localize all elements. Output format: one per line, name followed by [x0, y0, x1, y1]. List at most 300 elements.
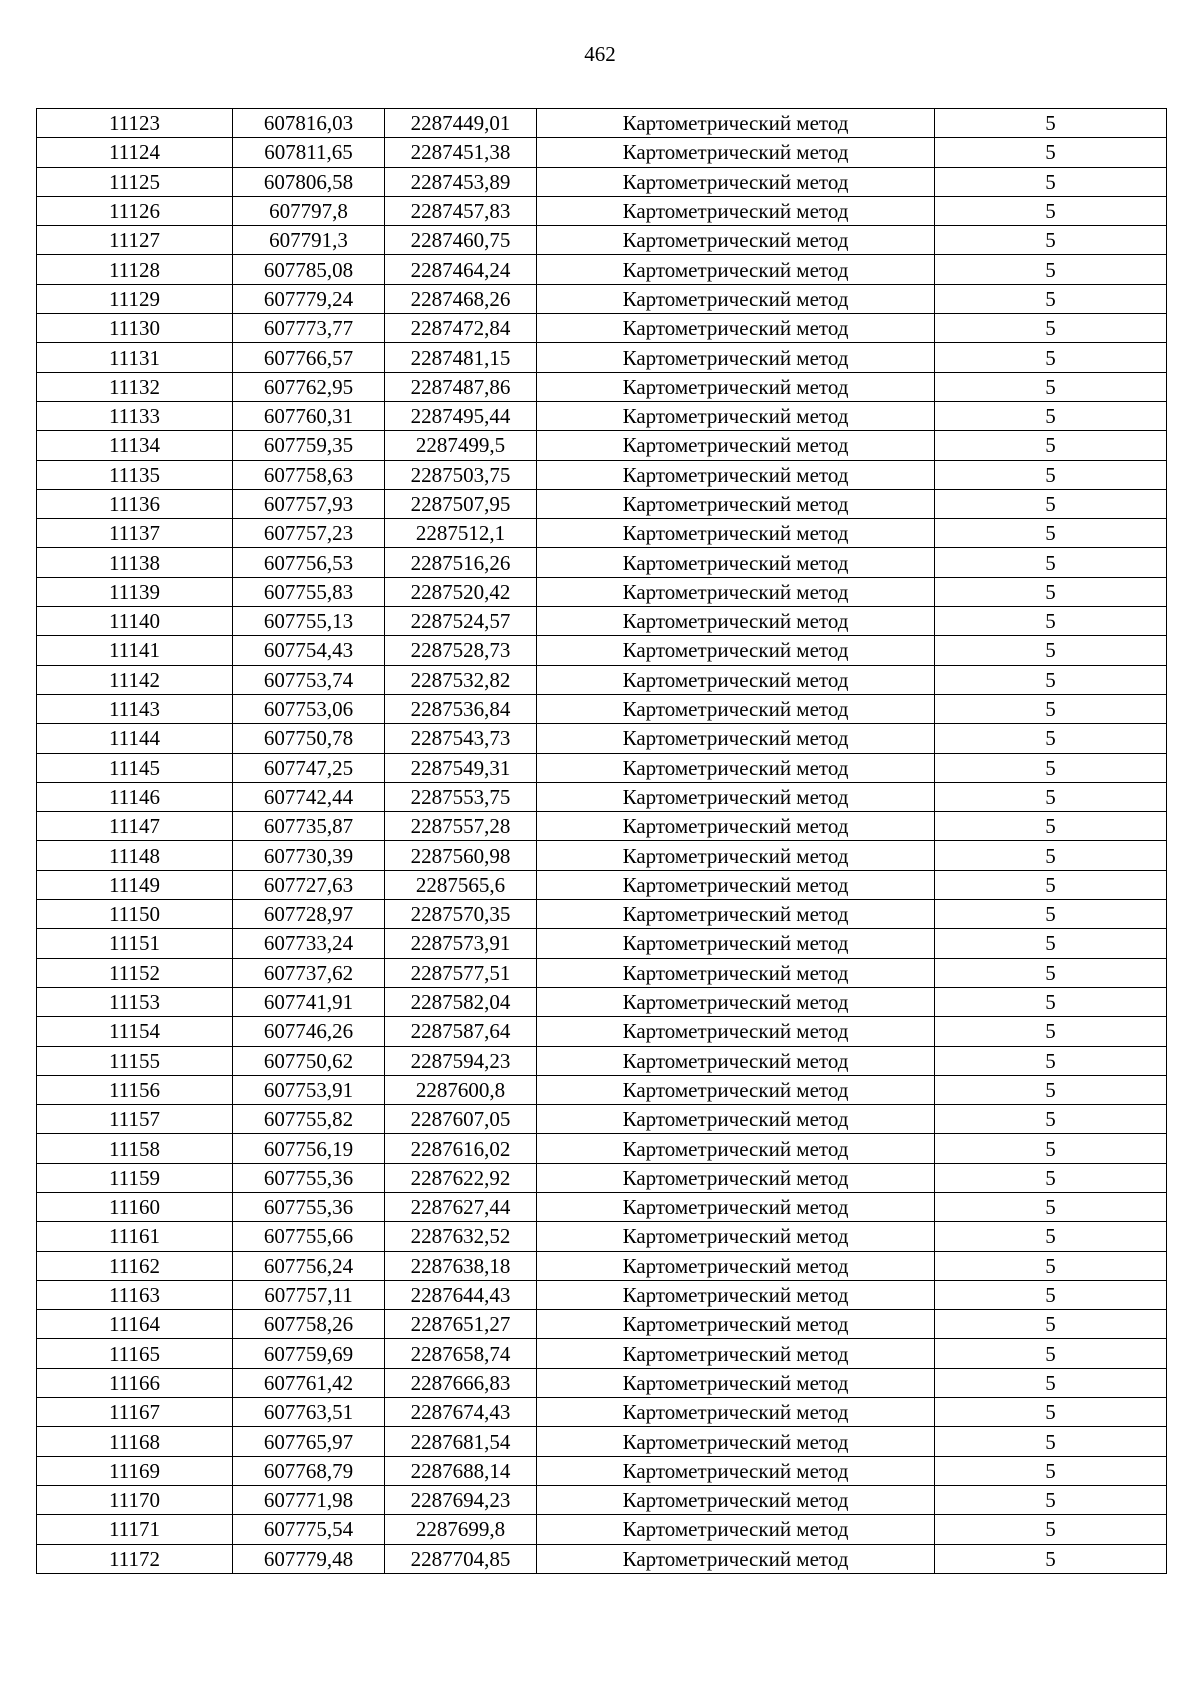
x-coordinate-cell: 607728,97 [233, 900, 385, 929]
table-row [37, 607, 1167, 636]
accuracy-cell: 5 [935, 1398, 1167, 1427]
point-number-cell: 11155 [37, 1046, 233, 1075]
method-cell: Картометрический метод [537, 1251, 935, 1280]
y-coordinate-cell: 2287688,14 [385, 1456, 537, 1485]
method-cell: Картометрический метод [537, 577, 935, 606]
method-cell: Картометрический метод [537, 255, 935, 284]
y-coordinate-cell: 2287699,8 [385, 1515, 537, 1544]
point-number-cell: 11149 [37, 870, 233, 899]
accuracy-cell: 5 [935, 987, 1167, 1016]
x-coordinate-cell: 607753,74 [233, 665, 385, 694]
y-coordinate-cell: 2287503,75 [385, 460, 537, 489]
x-coordinate-cell: 607768,79 [233, 1456, 385, 1485]
y-coordinate-cell: 2287582,04 [385, 987, 537, 1016]
point-number-cell: 11171 [37, 1515, 233, 1544]
x-coordinate-cell: 607756,19 [233, 1134, 385, 1163]
method-cell: Картометрический метод [537, 1310, 935, 1339]
x-coordinate-cell: 607754,43 [233, 636, 385, 665]
table-row [37, 255, 1167, 284]
x-coordinate-cell: 607735,87 [233, 812, 385, 841]
accuracy-cell: 5 [935, 782, 1167, 811]
method-cell: Картометрический метод [537, 226, 935, 255]
y-coordinate-cell: 2287638,18 [385, 1251, 537, 1280]
method-cell: Картометрический метод [537, 1163, 935, 1192]
accuracy-cell: 5 [935, 607, 1167, 636]
point-number-cell: 11156 [37, 1075, 233, 1104]
y-coordinate-cell: 2287543,73 [385, 724, 537, 753]
table-row [37, 1310, 1167, 1339]
accuracy-cell: 5 [935, 401, 1167, 430]
y-coordinate-cell: 2287607,05 [385, 1105, 537, 1134]
method-cell: Картометрический метод [537, 1280, 935, 1309]
point-number-cell: 11161 [37, 1222, 233, 1251]
method-cell: Картометрический метод [537, 1017, 935, 1046]
method-cell: Картометрический метод [537, 958, 935, 987]
x-coordinate-cell: 607811,65 [233, 138, 385, 167]
x-coordinate-cell: 607816,03 [233, 109, 385, 138]
y-coordinate-cell: 2287651,27 [385, 1310, 537, 1339]
x-coordinate-cell: 607797,8 [233, 196, 385, 225]
point-number-cell: 11167 [37, 1398, 233, 1427]
y-coordinate-cell: 2287616,02 [385, 1134, 537, 1163]
method-cell: Картометрический метод [537, 138, 935, 167]
method-cell: Картометрический метод [537, 841, 935, 870]
table-row [37, 372, 1167, 401]
table-row [37, 1339, 1167, 1368]
accuracy-cell: 5 [935, 577, 1167, 606]
accuracy-cell: 5 [935, 1310, 1167, 1339]
table-row [37, 1075, 1167, 1104]
accuracy-cell: 5 [935, 694, 1167, 723]
y-coordinate-cell: 2287524,57 [385, 607, 537, 636]
table-row [37, 1251, 1167, 1280]
table-row [37, 1398, 1167, 1427]
accuracy-cell: 5 [935, 1017, 1167, 1046]
table-row [37, 841, 1167, 870]
accuracy-cell: 5 [935, 1339, 1167, 1368]
accuracy-cell: 5 [935, 900, 1167, 929]
y-coordinate-cell: 2287560,98 [385, 841, 537, 870]
x-coordinate-cell: 607733,24 [233, 929, 385, 958]
table-row [37, 196, 1167, 225]
method-cell: Картометрический метод [537, 196, 935, 225]
x-coordinate-cell: 607757,93 [233, 489, 385, 518]
method-cell: Картометрический метод [537, 489, 935, 518]
table-row [37, 314, 1167, 343]
table-row [37, 1368, 1167, 1397]
method-cell: Картометрический метод [537, 1192, 935, 1221]
table-row [37, 1456, 1167, 1485]
accuracy-cell: 5 [935, 196, 1167, 225]
point-number-cell: 11148 [37, 841, 233, 870]
table-row [37, 724, 1167, 753]
y-coordinate-cell: 2287453,89 [385, 167, 537, 196]
y-coordinate-cell: 2287495,44 [385, 401, 537, 430]
y-coordinate-cell: 2287666,83 [385, 1368, 537, 1397]
accuracy-cell: 5 [935, 812, 1167, 841]
method-cell: Картометрический метод [537, 1485, 935, 1514]
table-row [37, 109, 1167, 138]
accuracy-cell: 5 [935, 460, 1167, 489]
point-number-cell: 11123 [37, 109, 233, 138]
x-coordinate-cell: 607756,24 [233, 1251, 385, 1280]
x-coordinate-cell: 607755,36 [233, 1192, 385, 1221]
point-number-cell: 11153 [37, 987, 233, 1016]
x-coordinate-cell: 607779,48 [233, 1544, 385, 1573]
method-cell: Картометрический метод [537, 929, 935, 958]
accuracy-cell: 5 [935, 548, 1167, 577]
table-row [37, 519, 1167, 548]
x-coordinate-cell: 607773,77 [233, 314, 385, 343]
table-row [37, 1163, 1167, 1192]
accuracy-cell: 5 [935, 1485, 1167, 1514]
x-coordinate-cell: 607750,62 [233, 1046, 385, 1075]
table-row [37, 958, 1167, 987]
accuracy-cell: 5 [935, 314, 1167, 343]
method-cell: Картометрический метод [537, 694, 935, 723]
table-row [37, 431, 1167, 460]
method-cell: Картометрический метод [537, 636, 935, 665]
accuracy-cell: 5 [935, 1280, 1167, 1309]
method-cell: Картометрический метод [537, 987, 935, 1016]
y-coordinate-cell: 2287487,86 [385, 372, 537, 401]
x-coordinate-cell: 607762,95 [233, 372, 385, 401]
accuracy-cell: 5 [935, 1427, 1167, 1456]
accuracy-cell: 5 [935, 929, 1167, 958]
table-row [37, 226, 1167, 255]
y-coordinate-cell: 2287622,92 [385, 1163, 537, 1192]
accuracy-cell: 5 [935, 109, 1167, 138]
accuracy-cell: 5 [935, 958, 1167, 987]
table-row [37, 987, 1167, 1016]
point-number-cell: 11146 [37, 782, 233, 811]
method-cell: Картометрический метод [537, 460, 935, 489]
table-row [37, 577, 1167, 606]
method-cell: Картометрический метод [537, 372, 935, 401]
y-coordinate-cell: 2287587,64 [385, 1017, 537, 1046]
method-cell: Картометрический метод [537, 1105, 935, 1134]
y-coordinate-cell: 2287565,6 [385, 870, 537, 899]
accuracy-cell: 5 [935, 1544, 1167, 1573]
accuracy-cell: 5 [935, 284, 1167, 313]
y-coordinate-cell: 2287468,26 [385, 284, 537, 313]
method-cell: Картометрический метод [537, 343, 935, 372]
point-number-cell: 11159 [37, 1163, 233, 1192]
y-coordinate-cell: 2287658,74 [385, 1339, 537, 1368]
table-row [37, 1515, 1167, 1544]
point-number-cell: 11132 [37, 372, 233, 401]
table-row [37, 1192, 1167, 1221]
table-row [37, 1485, 1167, 1514]
x-coordinate-cell: 607758,63 [233, 460, 385, 489]
point-number-cell: 11124 [37, 138, 233, 167]
x-coordinate-cell: 607775,54 [233, 1515, 385, 1544]
x-coordinate-cell: 607758,26 [233, 1310, 385, 1339]
table-row [37, 782, 1167, 811]
point-number-cell: 11163 [37, 1280, 233, 1309]
y-coordinate-cell: 2287457,83 [385, 196, 537, 225]
x-coordinate-cell: 607766,57 [233, 343, 385, 372]
method-cell: Картометрический метод [537, 724, 935, 753]
accuracy-cell: 5 [935, 519, 1167, 548]
point-number-cell: 11125 [37, 167, 233, 196]
method-cell: Картометрический метод [537, 167, 935, 196]
method-cell: Картометрический метод [537, 782, 935, 811]
method-cell: Картометрический метод [537, 519, 935, 548]
table-row [37, 1134, 1167, 1163]
page-number: 462 [584, 42, 616, 66]
point-number-cell: 11158 [37, 1134, 233, 1163]
table-row [37, 1046, 1167, 1075]
method-cell: Картометрический метод [537, 1544, 935, 1573]
x-coordinate-cell: 607730,39 [233, 841, 385, 870]
accuracy-cell: 5 [935, 665, 1167, 694]
x-coordinate-cell: 607755,36 [233, 1163, 385, 1192]
y-coordinate-cell: 2287472,84 [385, 314, 537, 343]
table-row [37, 665, 1167, 694]
accuracy-cell: 5 [935, 431, 1167, 460]
y-coordinate-cell: 2287627,44 [385, 1192, 537, 1221]
x-coordinate-cell: 607755,66 [233, 1222, 385, 1251]
table-row [37, 1017, 1167, 1046]
x-coordinate-cell: 607759,69 [233, 1339, 385, 1368]
method-cell: Картометрический метод [537, 1339, 935, 1368]
y-coordinate-cell: 2287520,42 [385, 577, 537, 606]
point-number-cell: 11152 [37, 958, 233, 987]
y-coordinate-cell: 2287577,51 [385, 958, 537, 987]
accuracy-cell: 5 [935, 1515, 1167, 1544]
y-coordinate-cell: 2287451,38 [385, 138, 537, 167]
x-coordinate-cell: 607755,83 [233, 577, 385, 606]
accuracy-cell: 5 [935, 1222, 1167, 1251]
y-coordinate-cell: 2287532,82 [385, 665, 537, 694]
point-number-cell: 11143 [37, 694, 233, 723]
point-number-cell: 11131 [37, 343, 233, 372]
y-coordinate-cell: 2287512,1 [385, 519, 537, 548]
accuracy-cell: 5 [935, 1075, 1167, 1104]
table-row [37, 138, 1167, 167]
x-coordinate-cell: 607727,63 [233, 870, 385, 899]
point-number-cell: 11137 [37, 519, 233, 548]
accuracy-cell: 5 [935, 1105, 1167, 1134]
point-number-cell: 11168 [37, 1427, 233, 1456]
y-coordinate-cell: 2287507,95 [385, 489, 537, 518]
table-row [37, 167, 1167, 196]
method-cell: Картометрический метод [537, 1222, 935, 1251]
point-number-cell: 11126 [37, 196, 233, 225]
point-number-cell: 11134 [37, 431, 233, 460]
method-cell: Картометрический метод [537, 900, 935, 929]
table-row [37, 812, 1167, 841]
x-coordinate-cell: 607785,08 [233, 255, 385, 284]
point-number-cell: 11170 [37, 1485, 233, 1514]
method-cell: Картометрический метод [537, 1134, 935, 1163]
point-number-cell: 11127 [37, 226, 233, 255]
method-cell: Картометрический метод [537, 284, 935, 313]
y-coordinate-cell: 2287674,43 [385, 1398, 537, 1427]
table-row [37, 1105, 1167, 1134]
accuracy-cell: 5 [935, 1192, 1167, 1221]
accuracy-cell: 5 [935, 1251, 1167, 1280]
method-cell: Картометрический метод [537, 431, 935, 460]
table-row [37, 284, 1167, 313]
method-cell: Картометрический метод [537, 812, 935, 841]
point-number-cell: 11147 [37, 812, 233, 841]
point-number-cell: 11142 [37, 665, 233, 694]
table-row [37, 343, 1167, 372]
table-row [37, 694, 1167, 723]
x-coordinate-cell: 607742,44 [233, 782, 385, 811]
method-cell: Картометрический метод [537, 548, 935, 577]
table-row [37, 753, 1167, 782]
table-row [37, 1544, 1167, 1573]
accuracy-cell: 5 [935, 255, 1167, 284]
y-coordinate-cell: 2287516,26 [385, 548, 537, 577]
table-row [37, 1427, 1167, 1456]
y-coordinate-cell: 2287594,23 [385, 1046, 537, 1075]
x-coordinate-cell: 607756,53 [233, 548, 385, 577]
point-number-cell: 11150 [37, 900, 233, 929]
table-row [37, 489, 1167, 518]
x-coordinate-cell: 607757,11 [233, 1280, 385, 1309]
x-coordinate-cell: 607760,31 [233, 401, 385, 430]
x-coordinate-cell: 607761,42 [233, 1368, 385, 1397]
method-cell: Картометрический метод [537, 1368, 935, 1397]
method-cell: Картометрический метод [537, 870, 935, 899]
x-coordinate-cell: 607757,23 [233, 519, 385, 548]
point-number-cell: 11141 [37, 636, 233, 665]
accuracy-cell: 5 [935, 1134, 1167, 1163]
method-cell: Картометрический метод [537, 1075, 935, 1104]
y-coordinate-cell: 2287632,52 [385, 1222, 537, 1251]
point-number-cell: 11162 [37, 1251, 233, 1280]
table-row [37, 929, 1167, 958]
method-cell: Картометрический метод [537, 753, 935, 782]
accuracy-cell: 5 [935, 489, 1167, 518]
accuracy-cell: 5 [935, 138, 1167, 167]
point-number-cell: 11154 [37, 1017, 233, 1046]
point-number-cell: 11172 [37, 1544, 233, 1573]
x-coordinate-cell: 607791,3 [233, 226, 385, 255]
point-number-cell: 11133 [37, 401, 233, 430]
point-number-cell: 11165 [37, 1339, 233, 1368]
accuracy-cell: 5 [935, 1163, 1167, 1192]
method-cell: Картометрический метод [537, 665, 935, 694]
accuracy-cell: 5 [935, 841, 1167, 870]
x-coordinate-cell: 607759,35 [233, 431, 385, 460]
y-coordinate-cell: 2287573,91 [385, 929, 537, 958]
table-row [37, 636, 1167, 665]
table-row [37, 1280, 1167, 1309]
point-number-cell: 11135 [37, 460, 233, 489]
accuracy-cell: 5 [935, 1456, 1167, 1485]
y-coordinate-cell: 2287464,24 [385, 255, 537, 284]
x-coordinate-cell: 607771,98 [233, 1485, 385, 1514]
point-number-cell: 11136 [37, 489, 233, 518]
method-cell: Картометрический метод [537, 1398, 935, 1427]
x-coordinate-cell: 607746,26 [233, 1017, 385, 1046]
point-number-cell: 11144 [37, 724, 233, 753]
method-cell: Картометрический метод [537, 314, 935, 343]
y-coordinate-cell: 2287536,84 [385, 694, 537, 723]
accuracy-cell: 5 [935, 870, 1167, 899]
table-row [37, 460, 1167, 489]
x-coordinate-cell: 607737,62 [233, 958, 385, 987]
table-row [37, 1222, 1167, 1251]
x-coordinate-cell: 607755,82 [233, 1105, 385, 1134]
y-coordinate-cell: 2287528,73 [385, 636, 537, 665]
accuracy-cell: 5 [935, 636, 1167, 665]
table-row [37, 870, 1167, 899]
accuracy-cell: 5 [935, 226, 1167, 255]
method-cell: Картометрический метод [537, 1456, 935, 1485]
accuracy-cell: 5 [935, 343, 1167, 372]
x-coordinate-cell: 607806,58 [233, 167, 385, 196]
point-number-cell: 11166 [37, 1368, 233, 1397]
y-coordinate-cell: 2287549,31 [385, 753, 537, 782]
point-number-cell: 11164 [37, 1310, 233, 1339]
y-coordinate-cell: 2287694,23 [385, 1485, 537, 1514]
y-coordinate-cell: 2287600,8 [385, 1075, 537, 1104]
method-cell: Картометрический метод [537, 1427, 935, 1456]
table-row [37, 900, 1167, 929]
x-coordinate-cell: 607763,51 [233, 1398, 385, 1427]
x-coordinate-cell: 607741,91 [233, 987, 385, 1016]
point-number-cell: 11151 [37, 929, 233, 958]
point-number-cell: 11130 [37, 314, 233, 343]
x-coordinate-cell: 607779,24 [233, 284, 385, 313]
x-coordinate-cell: 607747,25 [233, 753, 385, 782]
table-row [37, 548, 1167, 577]
point-number-cell: 11128 [37, 255, 233, 284]
accuracy-cell: 5 [935, 372, 1167, 401]
accuracy-cell: 5 [935, 724, 1167, 753]
x-coordinate-cell: 607765,97 [233, 1427, 385, 1456]
accuracy-cell: 5 [935, 1046, 1167, 1075]
method-cell: Картометрический метод [537, 109, 935, 138]
point-number-cell: 11157 [37, 1105, 233, 1134]
point-number-cell: 11129 [37, 284, 233, 313]
method-cell: Картометрический метод [537, 607, 935, 636]
table-row [37, 401, 1167, 430]
point-number-cell: 11160 [37, 1192, 233, 1221]
y-coordinate-cell: 2287499,5 [385, 431, 537, 460]
accuracy-cell: 5 [935, 167, 1167, 196]
x-coordinate-cell: 607753,06 [233, 694, 385, 723]
x-coordinate-cell: 607755,13 [233, 607, 385, 636]
accuracy-cell: 5 [935, 1368, 1167, 1397]
point-number-cell: 11140 [37, 607, 233, 636]
y-coordinate-cell: 2287681,54 [385, 1427, 537, 1456]
y-coordinate-cell: 2287553,75 [385, 782, 537, 811]
y-coordinate-cell: 2287460,75 [385, 226, 537, 255]
point-number-cell: 11169 [37, 1456, 233, 1485]
y-coordinate-cell: 2287481,15 [385, 343, 537, 372]
y-coordinate-cell: 2287557,28 [385, 812, 537, 841]
x-coordinate-cell: 607753,91 [233, 1075, 385, 1104]
y-coordinate-cell: 2287449,01 [385, 109, 537, 138]
coordinates-table-body [37, 109, 1167, 1574]
method-cell: Картометрический метод [537, 1515, 935, 1544]
point-number-cell: 11145 [37, 753, 233, 782]
y-coordinate-cell: 2287644,43 [385, 1280, 537, 1309]
y-coordinate-cell: 2287570,35 [385, 900, 537, 929]
method-cell: Картометрический метод [537, 401, 935, 430]
coordinates-table [36, 108, 1167, 1574]
x-coordinate-cell: 607750,78 [233, 724, 385, 753]
y-coordinate-cell: 2287704,85 [385, 1544, 537, 1573]
point-number-cell: 11139 [37, 577, 233, 606]
